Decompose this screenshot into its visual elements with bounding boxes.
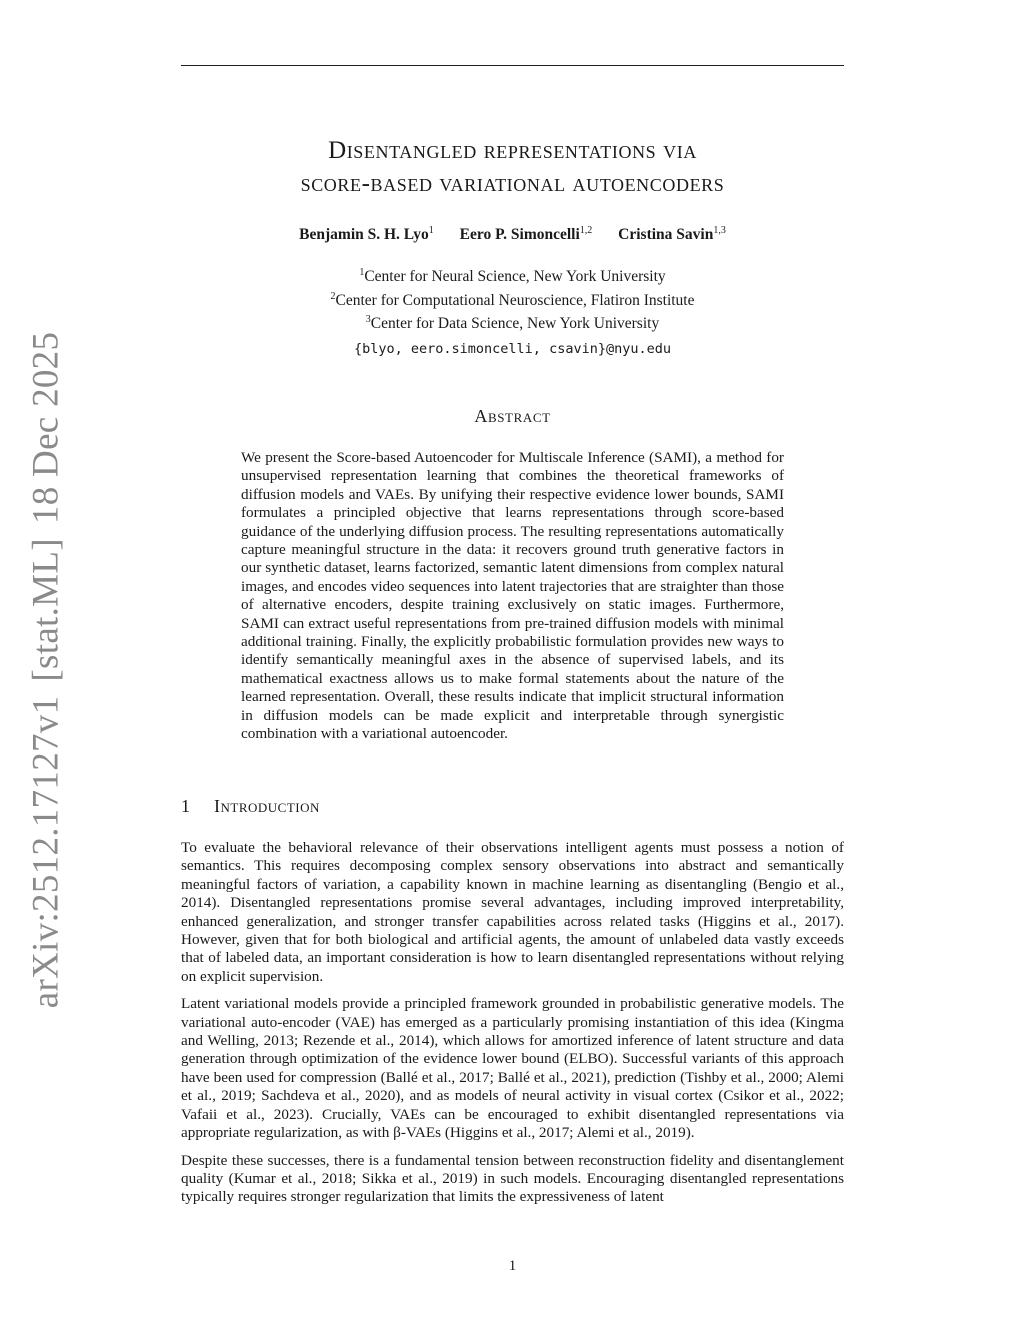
author-affiliation-mark: 1 bbox=[428, 225, 434, 236]
author-name: Cristina Savin bbox=[618, 226, 714, 244]
section-title: Introduction bbox=[214, 796, 320, 816]
section-number: 1 bbox=[181, 796, 191, 816]
arxiv-id: arXiv:2512.17127v1 bbox=[25, 695, 67, 1009]
section-heading bbox=[181, 796, 844, 817]
paragraph: Latent variational models provide a principled framework grounded in probabilistic generative models. The variational auto-encoder (VAE) has emerged as a particularly promising instantiation of this idea (Kingma and Welling, 2013; Rezende et al., 2014), which allows for amortized inference of latent structure and data generation through optimization of the evidence lower bound (ELBO). Successful variants of this approach have been used for compression (Ballé et al., 2017; Ballé et al., 2021), prediction (Tishby et al., 2000; Alemi et al., 2019; Sachdeva et al., 2020), and as models of neural activity in visual cortex (Csikor et al., 2022; Vafaii et al., 2023). Crucially, VAEs can be encouraged to exhibit disentangled representations via appropriate regularization, as with β-VAEs (Higgins et al., 2017; Alemi et al., 2019). bbox=[181, 995, 844, 1142]
abstract-text: We present the Score-based Autoencoder for Multiscale Inference (SAMI), a method for unsupervised representation learning that combines the theoretical frameworks of diffusion models and VAEs. By unifying their respective evidence lower bounds, SAMI formulates a principled objective that learns representations through score-based guidance of the underlying diffusion process. The resulting representations automatically capture meaningful structure in the data: it recovers ground truth generative factors in our synthetic dataset, learns factorized, semantic latent dimensions from complex natural images, and encodes video sequences into latent trajectories that are straighter than those of alternative encoders, despite training exclusively on static images. Furthermore, SAMI can extract useful representations from pre-trained diffusion models with minimal additional training. Finally, the explicitly probabilistic formulation provides new ways to identify semantically meaningful axes in the absence of supervised labels, and its mathematical exactness allows us to make formal statements about the nature of the learned representation. Overall, these results indicate that implicit structural information in diffusion models can be made explicit and interpretable through synergistic combination with a variational autoencoder. bbox=[241, 449, 784, 743]
paper-title bbox=[181, 134, 844, 200]
affiliation-list bbox=[181, 263, 844, 334]
affiliation bbox=[181, 263, 844, 287]
author-affiliation-mark: 1,2 bbox=[579, 225, 593, 236]
author-affiliation-mark: 1,3 bbox=[713, 225, 726, 236]
author bbox=[299, 226, 434, 243]
abstract-heading: Abstract bbox=[474, 406, 551, 426]
affiliation-number: 2 bbox=[330, 290, 336, 302]
author-name: Benjamin S. H. Lyo bbox=[299, 226, 429, 244]
affiliation-text: Center for Neural Science, New York University bbox=[364, 268, 666, 286]
author-list bbox=[181, 225, 844, 244]
arxiv-stamp bbox=[25, 318, 68, 1009]
header-rule bbox=[181, 65, 844, 66]
author bbox=[618, 226, 726, 243]
affiliation bbox=[181, 310, 844, 334]
arxiv-category: [stat.ML] bbox=[25, 538, 67, 682]
author-emails: {blyo, eero.simoncelli, csavin}@nyu.edu bbox=[354, 341, 671, 357]
title-line-1: Disentangled representations via bbox=[328, 137, 697, 164]
title-line-2: score-based variational autoencoders bbox=[300, 170, 725, 197]
arxiv-date: 18 Dec 2025 bbox=[25, 331, 67, 525]
paragraph: Despite these successes, there is a fundamental tension between reconstruction fidelity and disentanglement quality (Kumar et al., 2018; Sikka et al., 2019) in such models. Encouraging disentangled representations typically requires stronger regularization that limits the expressiveness of latent bbox=[181, 1151, 844, 1206]
page-number: 1 bbox=[508, 1258, 517, 1274]
author-name: Eero P. Simoncelli bbox=[459, 226, 580, 244]
affiliation-number: 1 bbox=[359, 267, 365, 278]
introduction-body bbox=[181, 839, 844, 1216]
affiliation-number: 3 bbox=[365, 314, 371, 326]
affiliation-text: Center for Computational Neuroscience, Flatiron Institute bbox=[335, 291, 695, 309]
affiliation-text: Center for Data Science, New York University bbox=[370, 315, 660, 333]
affiliation bbox=[181, 287, 844, 311]
author bbox=[460, 226, 593, 243]
paragraph: To evaluate the behavioral relevance of their observations intelligent agents must possess a notion of semantics. This requires decomposing complex sensory observations into abstract and semantically meaningful factors of variation, a capability known in machine learning as disentangling (Bengio et al., 2014). Disentangled representations promise several advantages, including improved interpretability, enhanced generalization, and stronger transfer capabilities across related tasks (Higgins et al., 2017). However, given that for both biological and artificial agents, the amount of unlabeled data vastly exceeds that of labeled data, an important consideration is how to learn disentangled representations without relying on explicit supervision. bbox=[181, 839, 844, 985]
